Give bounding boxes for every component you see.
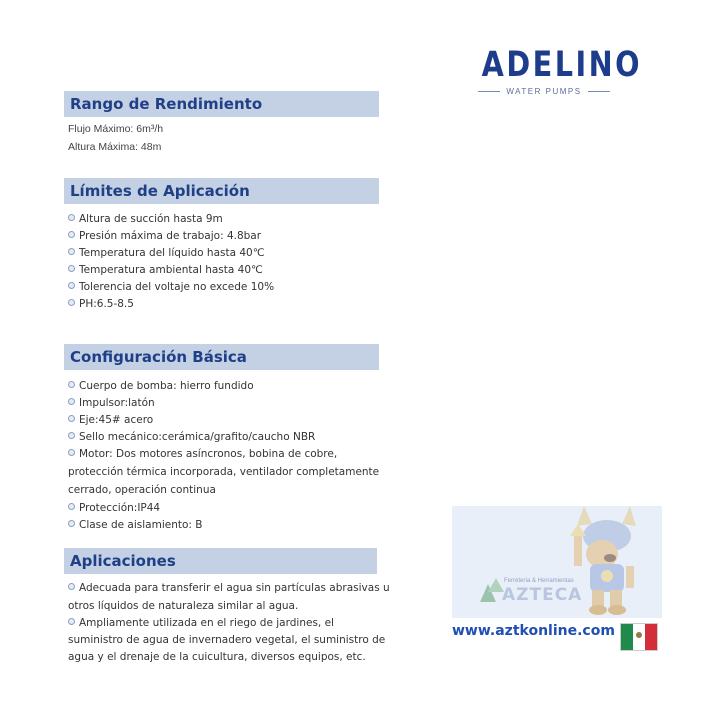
bullet-icon	[68, 432, 75, 439]
bullet-icon	[68, 265, 75, 272]
list-item-continuation: suministro de agua de invernadero vegetal, el suministro de	[68, 634, 386, 646]
spec-line: Flujo Máximo: 6m³/h	[68, 123, 164, 135]
list-item: Ampliamente utilizada en el riego de jardines, el	[68, 617, 334, 629]
brand-tagline-row	[468, 87, 620, 96]
bullet-icon	[68, 503, 75, 510]
promo-banner	[452, 506, 662, 618]
bullet-icon	[68, 398, 75, 405]
brand-tagline: WATER PUMPS	[506, 87, 582, 96]
brand-name: ADELINO	[481, 45, 642, 85]
list-item: Adecuada para transferir el agua sin partículas abrasivas u	[68, 582, 390, 594]
bullet-icon	[68, 583, 75, 590]
divider	[588, 91, 610, 92]
brand-logo	[468, 45, 642, 96]
bullet-icon	[68, 449, 75, 456]
list-item: Clase de aislamiento: B	[68, 519, 202, 531]
bullet-icon	[68, 248, 75, 255]
spec-line: Altura Máxima: 48m	[68, 141, 162, 153]
website-link[interactable]: www.aztkonline.com	[452, 623, 615, 639]
list-item-continuation: cerrado, operación continua	[68, 484, 216, 496]
list-item: Motor: Dos motores asíncronos, bobina de cobre,	[68, 448, 337, 460]
list-item: Presión máxima de trabajo: 4.8bar	[68, 230, 261, 242]
bullet-icon	[68, 618, 75, 625]
list-item: Protección:IP44	[68, 502, 160, 514]
list-item: Temperatura ambiental hasta 40℃	[68, 264, 263, 276]
bullet-icon	[68, 381, 75, 388]
divider	[478, 91, 500, 92]
list-item: Impulsor:latón	[68, 397, 155, 409]
mexico-flag-icon	[620, 623, 658, 651]
list-item: Cuerpo de bomba: hierro fundido	[68, 380, 254, 392]
list-item: Altura de succión hasta 9m	[68, 213, 223, 225]
bullet-icon	[68, 231, 75, 238]
list-item: Tolerencia del voltaje no excede 10%	[68, 281, 274, 293]
list-item-continuation: otros líquidos de naturaleza similar al agua.	[68, 600, 299, 612]
logo-small-text: Ferretería & Herramientas	[504, 578, 574, 584]
list-item-continuation: agua y el drenaje de la cuicultura, diversos equipos, etc.	[68, 651, 366, 663]
bullet-icon	[68, 282, 75, 289]
section-header-limites: Límites de Aplicación	[64, 178, 379, 204]
section-header-configuracion: Configuración Básica	[64, 344, 379, 370]
list-item: Sello mecánico:cerámica/grafito/caucho NBR	[68, 431, 315, 443]
bullet-icon	[68, 520, 75, 527]
bullet-icon	[68, 299, 75, 306]
list-item: PH:6.5-8.5	[68, 298, 134, 310]
section-header-rango: Rango de Rendimiento	[64, 91, 379, 117]
list-item-continuation: protección térmica incorporada, ventilador completamente	[68, 466, 380, 478]
list-item: Eje:45# acero	[68, 414, 153, 426]
list-item: Temperatura del líquido hasta 40℃	[68, 247, 265, 259]
bullet-icon	[68, 415, 75, 422]
bullet-icon	[68, 214, 75, 221]
azteca-logo-text: AZTECA	[502, 585, 583, 605]
section-header-aplicaciones: Aplicaciones	[64, 548, 377, 574]
